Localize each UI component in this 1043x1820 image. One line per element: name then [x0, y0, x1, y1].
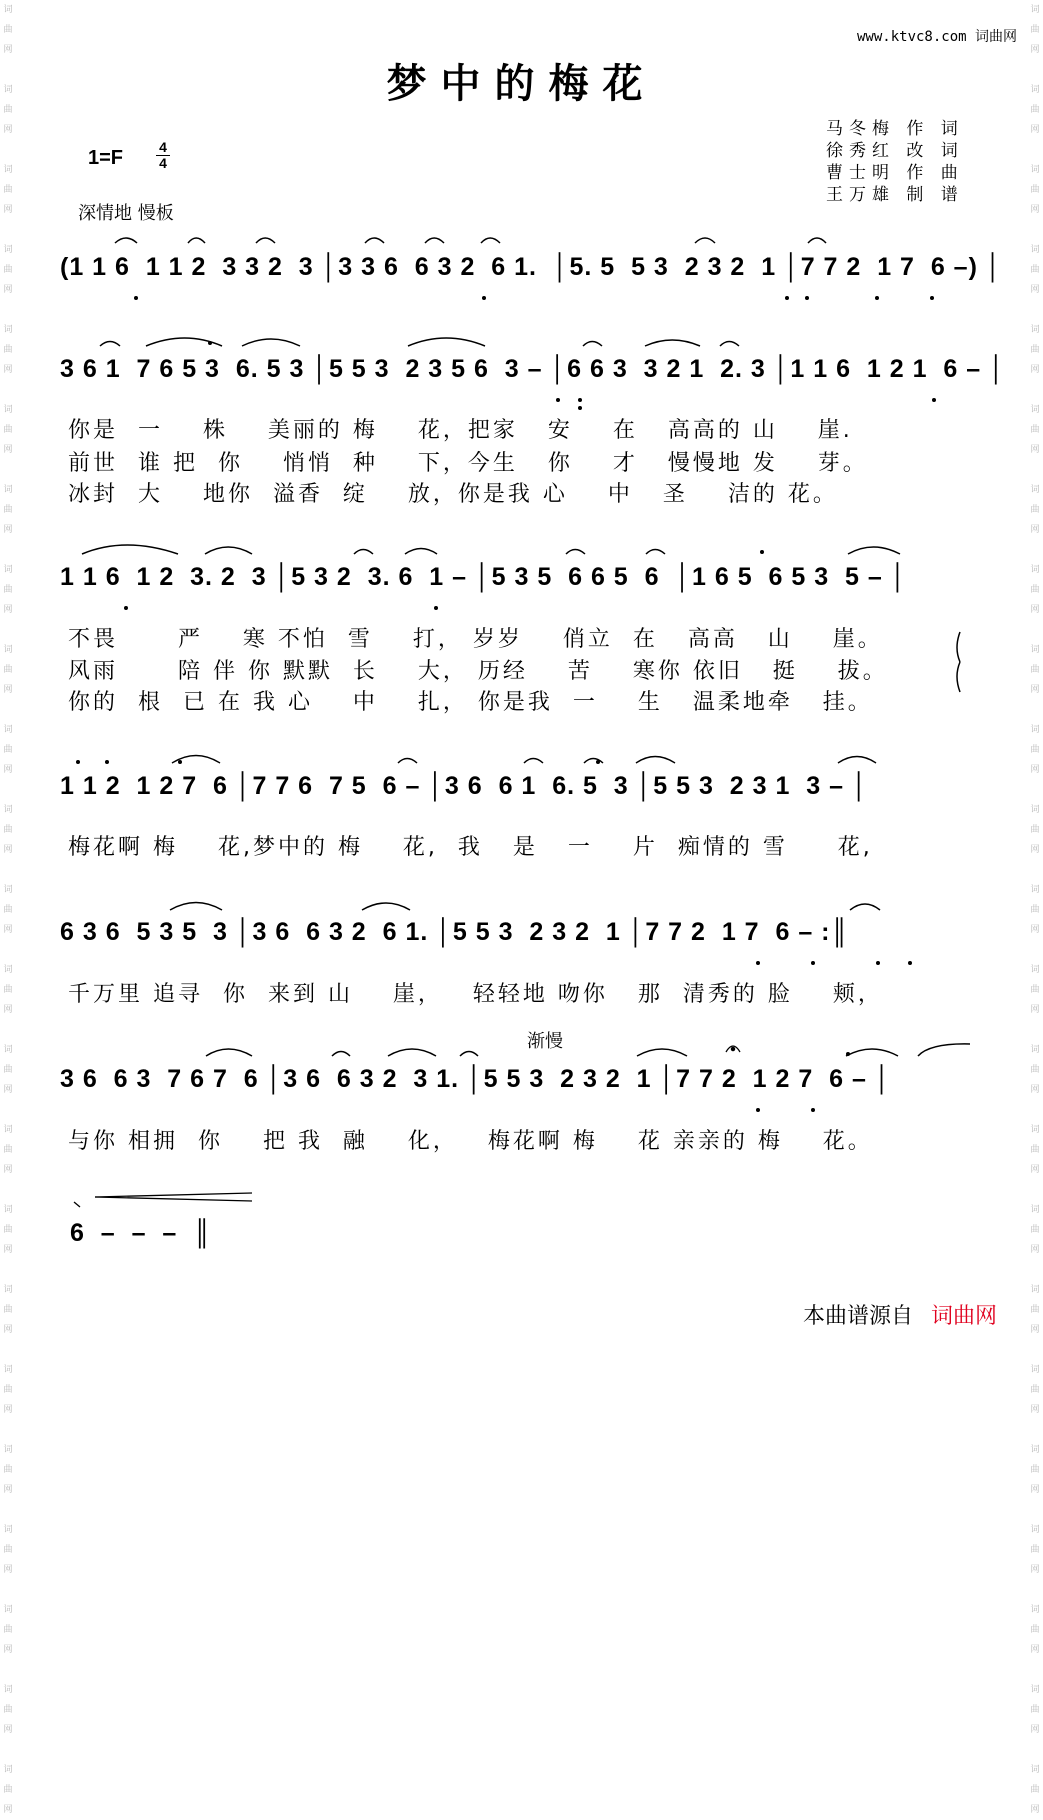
lyric-verse-3: 你的 根 已 在 我 心 中 扎， 你是我 一 生 温柔地牵 挂。 — [68, 690, 873, 715]
credit-line: 马冬梅 作 词 — [826, 119, 964, 139]
song-title: 梦中的梅花 — [386, 61, 657, 107]
site-watermark[interactable]: www.ktvc8.com 词曲网 — [857, 29, 1018, 45]
meter-top: 4 — [159, 139, 167, 155]
notation-line-4: 1 1 2 1 2 7 6 │7 7 6 7 5 6 – │3 6 6 1 6. 5 3 │5 5 3 2 3 1 3 – │ — [60, 772, 869, 800]
credit-line: 徐秀红 改 词 — [826, 141, 964, 161]
lyric-chorus: 梅花啊 梅 花,梦中的 梅 花, 我 是 一 片 痴情的 雪 花, — [68, 835, 873, 860]
source-brand-link[interactable]: 词曲网 — [930, 1304, 997, 1329]
tempo-change-marking: 渐慢 — [527, 1031, 563, 1052]
notation-line-1: (1 1 6 1 1 2 3 3 2 3 │3 3 6 6 3 2 6 1. │5. 5 5 3 2 3 2 1 │7 7 2 1 7 6 –) │ — [60, 253, 1003, 281]
notation-line-2: 3 6 1 7 6 5 3 6. 5 3 │5 5 3 2 3 5 6 3 – │6 6 3 3 2 1 2. 3 │1 1 6 1 2 1 6 – │ — [60, 355, 1006, 383]
credit-line: 曹士明 作 曲 — [826, 163, 964, 183]
lyric-verse-1: 不畏 严 寒 不怕 雪 打， 岁岁 俏立 在 高高 山 崖。 — [68, 627, 883, 652]
lyric-chorus: 与你 相拥 你 把 我 融 化， 梅花啊 梅 花 亲亲的 梅 花。 — [68, 1129, 873, 1154]
lyric-verse-2: 风雨 陪 伴 你 默默 长 大， 历经 苦 寒你 依旧 挺 拔。 — [68, 659, 888, 684]
lyric-verse-2: 前世 谁 把 你 悄悄 种 下，今生 你 才 慢慢地 发 芽。 — [68, 451, 868, 476]
source-label: 本曲谱源自 — [802, 1304, 913, 1329]
meter-bottom: 4 — [159, 155, 167, 171]
notation-line-6: 3 6 6 3 7 6 7 6 │3 6 6 3 2 3 1. │5 5 3 2 3 2 1 │7 7 2 1 2 7 6 – │ — [60, 1065, 892, 1093]
notation-line-3: 1 1 6 1 2 3. 2 3 │5 3 2 3. 6 1 – │5 3 5 6 6 5 6 │1 6 5 6 5 3 5 – │ — [60, 563, 908, 591]
left-watermark-strip: 词 曲 网 词 曲 网 词 曲 网 词 曲 网 词 曲 网 词 曲 网 词 曲 网 词 曲 网 词 曲 网 词 曲 网 词 曲 网 词 曲 网 词 曲 网 词 曲 网 词 曲 网 词 曲 网 词 曲 网 词 曲 网 词 曲 网 词 曲 网 词 曲 网 词 曲 网 词 曲 网 — [3, 5, 13, 1815]
right-watermark-strip: 词 曲 网 词 曲 网 词 曲 网 词 曲 网 词 曲 网 词 曲 网 词 曲 网 词 曲 网 词 曲 网 词 曲 网 词 曲 网 词 曲 网 词 曲 网 词 曲 网 词 曲 网 词 曲 网 词 曲 网 词 曲 网 词 曲 网 词 曲 网 词 曲 网 词 曲 网 词 曲 网 — [1030, 5, 1040, 1815]
lyric-verse-3: 冰封 大 地你 溢香 绽 放，你是我 心 中 圣 洁的 花。 — [68, 482, 838, 507]
tempo-marking: 深情地 慢板 — [78, 203, 174, 224]
source-footer — [803, 1299, 997, 1330]
lyric-verse-1: 你是 一 株 美丽的 梅 花，把家 安 在 高高的 山 崖. — [68, 418, 853, 443]
credit-line: 王万雄 制 谱 — [826, 185, 964, 205]
notation-line-7: 6 – – – ║ — [70, 1219, 212, 1247]
key-signature: 1=F — [88, 147, 124, 169]
notation-line-5: 6 3 6 5 3 5 3 │3 6 6 3 2 6 1. │5 5 3 2 3 2 1 │7 7 2 1 7 6 – :║ — [60, 918, 850, 946]
lyric-chorus: 千万里 追寻 你 来到 山 崖， 轻轻地 吻你 那 清秀的 脸 颊， — [68, 982, 883, 1007]
